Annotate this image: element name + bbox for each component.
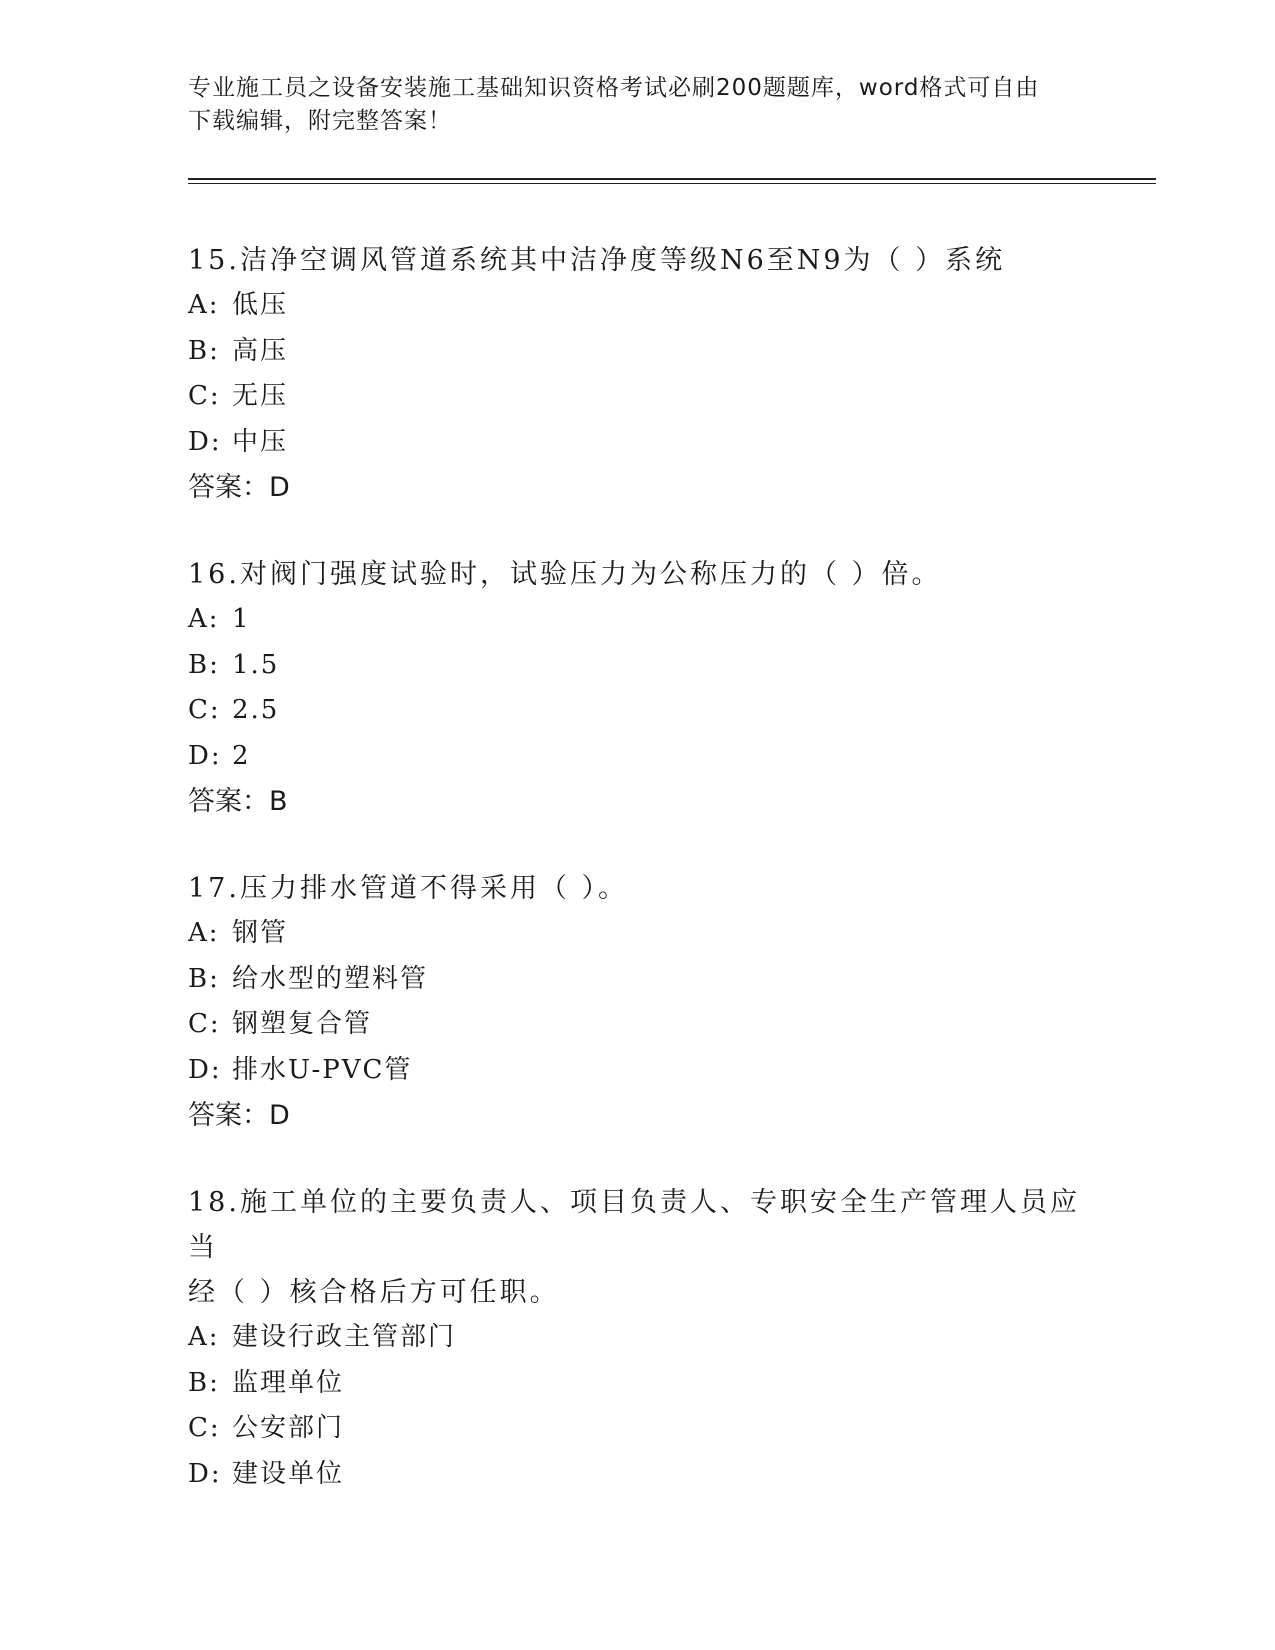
question-stem-line-2: 经（ ）核合格后方可任职。	[188, 1277, 560, 1308]
option-text: 低压	[232, 290, 289, 320]
option-text: 无压	[232, 381, 289, 411]
option-key: C:	[188, 1009, 221, 1039]
option-text: 钢塑复合管	[232, 1009, 373, 1039]
option-key: D:	[188, 1054, 222, 1085]
option-c	[188, 688, 1088, 734]
option-text: 建设行政主管部门	[232, 1322, 457, 1352]
header-line-2: 下载编辑，附完整答案！	[188, 108, 452, 134]
option-key: B:	[188, 1367, 220, 1398]
option-key: B:	[188, 335, 220, 366]
option-b	[188, 329, 1088, 375]
option-key: D:	[188, 740, 222, 771]
option-key: A:	[188, 604, 220, 634]
option-d	[188, 420, 1088, 466]
answer-line: 答案：D	[188, 472, 290, 503]
option-text: 1.5	[232, 649, 280, 680]
option-a	[188, 911, 1088, 957]
option-text: 1	[232, 604, 251, 634]
option-d	[188, 1452, 1088, 1498]
question-stem: 17.压力排水管道不得采用（ ）。	[188, 873, 629, 904]
option-key: A:	[188, 1322, 220, 1352]
option-c	[188, 374, 1088, 420]
option-key: C:	[188, 381, 221, 411]
option-text: 2.5	[232, 695, 280, 725]
option-key: B:	[188, 963, 220, 994]
option-c	[188, 1002, 1088, 1048]
option-text: 建设单位	[232, 1458, 345, 1489]
option-d	[188, 734, 1088, 780]
option-key: C:	[188, 1413, 221, 1443]
question-15	[188, 238, 1088, 510]
question-stem: 16.对阀门强度试验时，试验压力为公称压力的（ ）倍。	[188, 559, 942, 590]
option-d	[188, 1048, 1088, 1094]
question-stem: 15.洁净空调风管道系统其中洁净度等级N6至N9为（ ）系统	[188, 245, 1006, 276]
option-b	[188, 643, 1088, 689]
answer-line: 答案：D	[188, 1100, 290, 1131]
header-line-1: 专业施工员之设备安装施工基础知识资格考试必刷200题题库，word格式可自由	[188, 75, 1040, 101]
option-key: D:	[188, 1458, 222, 1489]
option-b	[188, 1361, 1088, 1407]
option-text: 高压	[232, 335, 289, 366]
option-text: 给水型的塑料管	[232, 963, 429, 994]
option-text: 监理单位	[232, 1367, 345, 1398]
option-text: 排水U-PVC管	[232, 1054, 413, 1085]
header-divider-thick	[188, 178, 1156, 180]
question-18	[188, 1180, 1088, 1497]
option-key: A:	[188, 918, 220, 948]
option-text: 钢管	[232, 918, 289, 948]
question-16	[188, 552, 1088, 824]
option-c	[188, 1406, 1088, 1452]
option-key: D:	[188, 426, 222, 457]
header-divider-thin	[188, 183, 1156, 184]
answer-line: 答案：B	[188, 786, 288, 817]
option-key: A:	[188, 290, 220, 320]
option-key: B:	[188, 649, 220, 680]
option-b	[188, 957, 1088, 1003]
option-text: 2	[232, 740, 251, 771]
document-header	[188, 72, 1068, 138]
question-stem-line-1: 18.施工单位的主要负责人、项目负责人、专职安全生产管理人员应当	[188, 1187, 1080, 1263]
option-text: 中压	[232, 426, 289, 457]
question-list	[188, 238, 1088, 1539]
option-a	[188, 597, 1088, 643]
option-a	[188, 283, 1088, 329]
question-17	[188, 866, 1088, 1138]
option-text: 公安部门	[232, 1413, 345, 1443]
option-a	[188, 1315, 1088, 1361]
option-key: C:	[188, 695, 221, 725]
